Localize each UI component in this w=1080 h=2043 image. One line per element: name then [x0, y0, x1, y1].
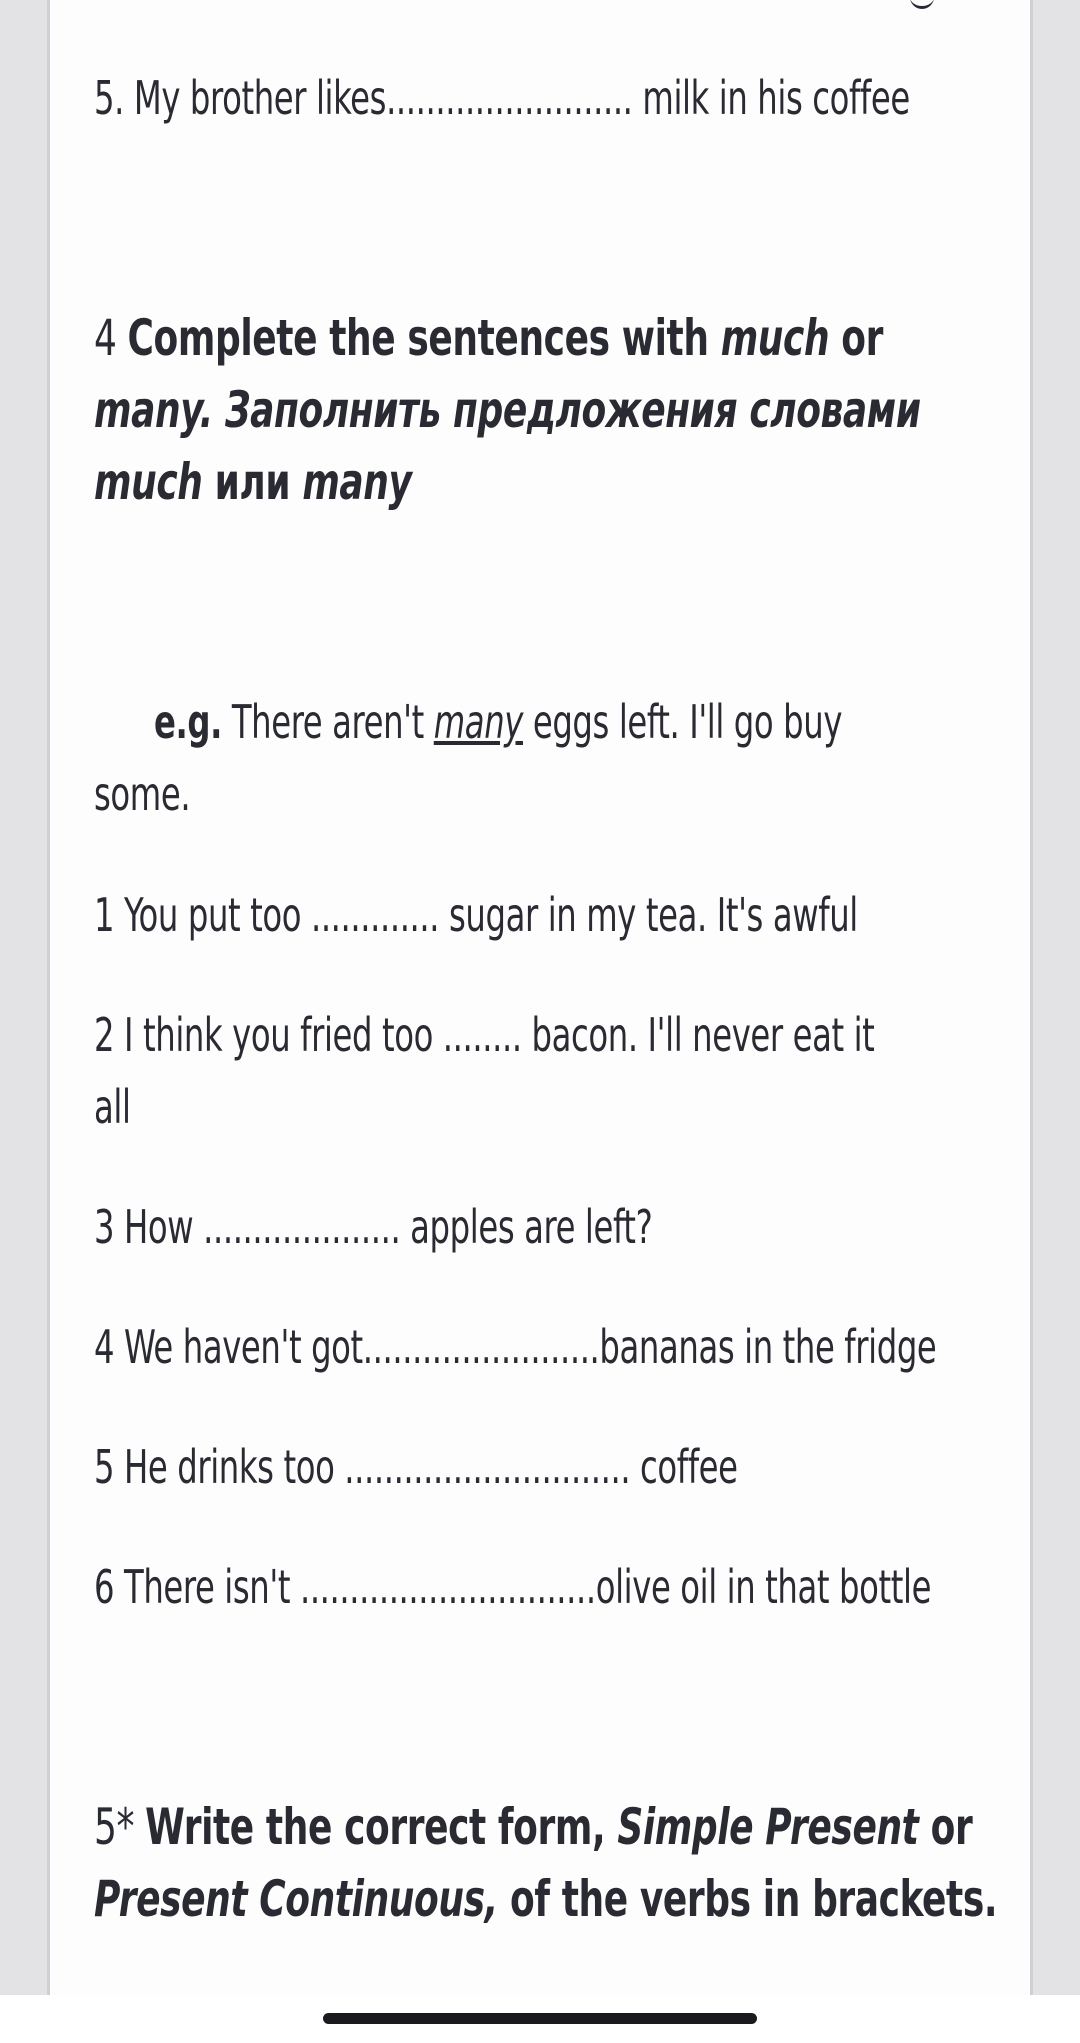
worksheet-page: [47, 0, 1033, 1995]
exercise4-heading-line3: much или many: [94, 453, 412, 511]
exercise4-title: Complete the sentences with: [127, 309, 721, 367]
exercise4-word-many: many.: [94, 381, 213, 439]
example-answer: many: [433, 695, 523, 749]
cropped-text-fragment: [910, 0, 934, 9]
exercise4-example-cont: some.: [94, 767, 191, 821]
exercise3-item-5: 5. My brother likes......................... milk in his coffee: [94, 71, 910, 125]
exercise4-heading: 4 Complete the sentences with much or: [94, 309, 883, 367]
home-indicator[interactable]: [323, 2013, 757, 2024]
exercise4-title-russian: Заполнить предложения словами: [212, 381, 921, 439]
exercise5-heading: 5* Write the correct form, Simple Present or: [94, 1798, 973, 1856]
exercise5-heading-line2: Present Continuous, of the verbs in brackets.: [94, 1870, 998, 1928]
exercise4-word-much: much: [720, 309, 830, 367]
exercise4-item-3: 3 How .................... apples are left?: [94, 1200, 653, 1254]
example-label: e.g.: [154, 695, 222, 749]
exercise4-item-5: 5 He drinks too ............................. coffee: [94, 1440, 738, 1494]
exercise4-item-2: 2 I think you fried too ........ bacon. I'll never eat it: [94, 1008, 875, 1062]
exercise5-number: 5*: [94, 1798, 146, 1856]
exercise4-example: e.g. There aren't many eggs left. I'll go buy: [154, 695, 843, 749]
exercise4-heading-line2: [94, 374, 1014, 446]
exercise4-item-2-cont: all: [94, 1080, 131, 1134]
exercise4-number: 4: [94, 309, 128, 367]
exercise4-item-6: 6 There isn't ..............................olive oil in that bottle: [94, 1560, 932, 1614]
exercise4-item-1: 1 You put too ............. sugar in my tea. It's awful: [94, 888, 858, 942]
exercise4-item-4: 4 We haven't got........................bananas in the fridge: [94, 1320, 937, 1374]
